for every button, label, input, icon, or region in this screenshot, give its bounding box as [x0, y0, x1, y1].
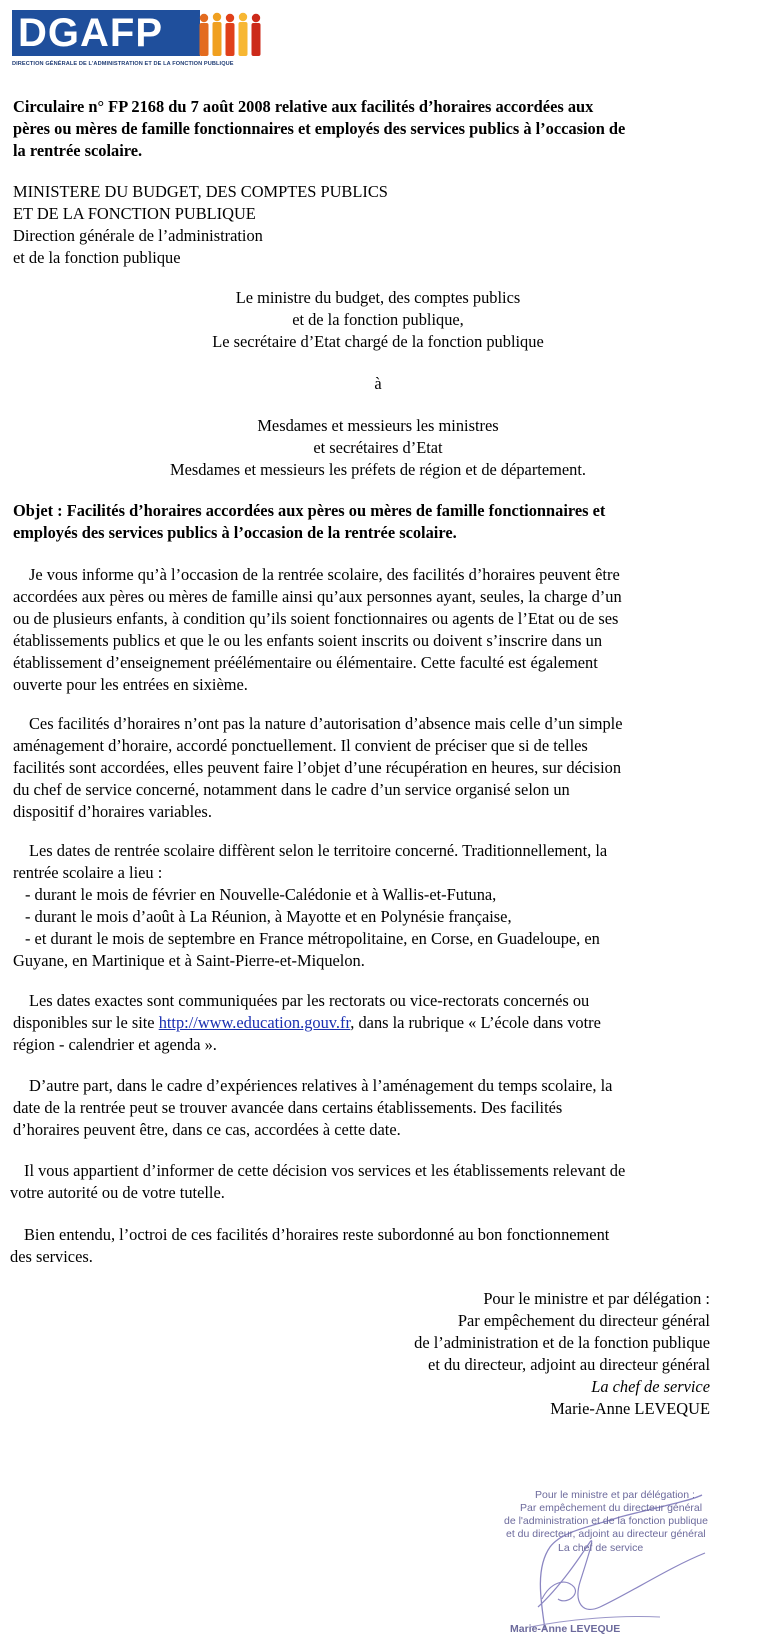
link-suffix: , dans la rubrique « L’école dans votre — [350, 1013, 601, 1032]
paragraph-line: des services. — [10, 1247, 93, 1266]
sender-block — [13, 287, 743, 353]
signature-role: La chef de service — [591, 1377, 710, 1396]
ministry-line: ET DE LA FONCTION PUBLIQUE — [13, 204, 256, 223]
title-line: la rentrée scolaire. — [13, 141, 143, 160]
paragraph-4 — [13, 990, 743, 1056]
stamp-line: de l'administration et de la fonction publique — [504, 1515, 708, 1527]
signature-line: Pour le ministre et par délégation : — [483, 1289, 710, 1308]
ministry-header — [13, 181, 743, 269]
stamp-line: Pour le ministre et par délégation : — [535, 1489, 695, 1501]
paragraph-line: Les dates de rentrée scolaire diffèrent selon le territoire concerné. Traditionnellement, la — [29, 841, 608, 860]
stamp-line: Par empêchement du directeur général — [520, 1502, 703, 1514]
paragraph-line: établissement d’enseignement préélémentaire ou élémentaire. Cette faculté est également — [13, 653, 598, 672]
circular-title — [13, 96, 743, 162]
paragraph-line: Guyane, en Martinique et à Saint-Pierre-et-Miquelon. — [13, 951, 365, 970]
sender-line: Le ministre du budget, des comptes publics — [235, 288, 521, 307]
list-item: - durant le mois de février en Nouvelle-Calédonie et à Wallis-et-Futuna, — [25, 885, 497, 904]
logo-caption: DIRECTION GÉNÉRALE DE L'ADMINISTRATION ET DE LA FONCTION PUBLIQUE — [12, 61, 234, 67]
paragraph-6 — [10, 1160, 740, 1204]
signature-stamp — [470, 1487, 730, 1637]
recipient-line: Mesdames et messieurs les préfets de région et de département. — [170, 460, 586, 479]
signature-line: et du directeur, adjoint au directeur général — [428, 1355, 710, 1374]
recipient-block — [13, 415, 743, 481]
signature-line: Par empêchement du directeur général — [457, 1311, 710, 1330]
paragraph-line: région - calendrier et agenda ». — [13, 1035, 217, 1054]
paragraph-line: Ces facilités d’horaires n’ont pas la nature d’autorisation d’absence mais celle d’un simple — [29, 714, 623, 733]
paragraph-7 — [10, 1224, 740, 1268]
stamp-line: et du directeur, adjoint au directeur général — [506, 1528, 706, 1540]
title-line: Circulaire n° FP 2168 du 7 août 2008 relative aux facilités d’horaires accordées aux — [13, 97, 594, 116]
paragraph-line: rentrée scolaire a lieu : — [13, 863, 163, 882]
paragraph-line: dispositif d’horaires variables. — [13, 802, 212, 821]
recipient-line: Mesdames et messieurs les ministres — [257, 416, 499, 435]
paragraph-line: Je vous informe qu’à l’occasion de la rentrée scolaire, des facilités d’horaires peuvent être — [29, 565, 620, 584]
paragraph-5 — [13, 1075, 743, 1141]
paragraph-line: aménagement d’horaire, accordé ponctuellement. Il convient de préciser que si de telles — [13, 736, 588, 755]
education-website-link[interactable]: http://www.education.gouv.fr — [158, 1013, 351, 1032]
paragraph-line: du chef de service concerné, notamment dans le cadre d’un service organisé selon un — [13, 780, 570, 799]
paragraph-line: date de la rentrée peut se trouver avancée dans certains établissements. Des facilités — [13, 1098, 563, 1117]
to-word: à — [374, 374, 382, 393]
link-prefix: disponibles sur le site — [13, 1013, 159, 1032]
ministry-line: et de la fonction publique — [13, 248, 181, 267]
paragraph-line: facilités sont accordées, elles peuvent faire l’objet d’une récupération en heures, sur décision — [13, 758, 622, 777]
object-line: employés des services publics à l’occasion de la rentrée scolaire. — [13, 523, 457, 542]
title-line: pères ou mères de famille fonctionnaires et employés des services publics à l’occasion de — [13, 119, 626, 138]
sender-line: Le secrétaire d’Etat chargé de la fonction publique — [212, 332, 544, 351]
sender-line: et de la fonction publique, — [292, 310, 464, 329]
paragraph-line: D’autre part, dans le cadre d’expériences relatives à l’aménagement du temps scolaire, la — [29, 1076, 613, 1095]
object-line: Objet : Facilités d’horaires accordées aux pères ou mères de famille fonctionnaires et — [13, 501, 606, 520]
list-item: - et durant le mois de septembre en France métropolitaine, en Corse, en Guadeloupe, en — [25, 929, 600, 948]
paragraph-line: ouverte pour les entrées en sixième. — [13, 675, 248, 694]
paragraph-3 — [13, 840, 743, 972]
paragraph-line: accordées aux pères ou mères de famille ainsi qu’aux personnes ayant, seules, la charge d’un — [13, 587, 622, 606]
signature-name: Marie-Anne LEVEQUE — [550, 1399, 710, 1418]
stamp-line: Marie-Anne LEVEQUE — [510, 1623, 621, 1635]
paragraph-line: votre autorité ou de votre tutelle. — [10, 1183, 225, 1202]
logo-wordmark: DGAFP — [12, 10, 200, 56]
paragraph-line: établissements publics et que le ou les enfants soient inscrits ou doivent s’inscrire dans un — [13, 631, 603, 650]
list-item: - durant le mois d’août à La Réunion, à Mayotte et en Polynésie française, — [25, 907, 512, 926]
paragraph-line: Bien entendu, l’octroi de ces facilités d’horaires reste subordonné au bon fonctionnement — [24, 1225, 610, 1244]
object-heading — [13, 500, 743, 544]
recipient-line: et secrétaires d’Etat — [313, 438, 443, 457]
signature-block — [414, 1288, 710, 1420]
paragraph-2 — [13, 713, 743, 823]
paragraph-line: Il vous appartient d’informer de cette décision vos services et les établissements relevant de — [24, 1161, 626, 1180]
signature-line: de l’administration et de la fonction publique — [414, 1333, 710, 1352]
dgafp-logo — [12, 10, 264, 72]
paragraph-line: Les dates exactes sont communiquées par les rectorats ou vice-rectorats concernés ou — [29, 991, 590, 1010]
logo-people-icon — [198, 10, 264, 56]
ministry-line: MINISTERE DU BUDGET, DES COMPTES PUBLICS — [13, 182, 388, 201]
paragraph-line — [13, 1012, 743, 1034]
ministry-line: Direction générale de l’administration — [13, 226, 263, 245]
paragraph-line: d’horaires peuvent être, dans ce cas, accordées à cette date. — [13, 1120, 401, 1139]
stamp-line: La chef de service — [558, 1542, 644, 1554]
paragraph-1 — [13, 564, 743, 696]
paragraph-line: ou de plusieurs enfants, à condition qu’ils soient fonctionnaires ou agents de l’Etat ou de ses — [13, 609, 619, 628]
